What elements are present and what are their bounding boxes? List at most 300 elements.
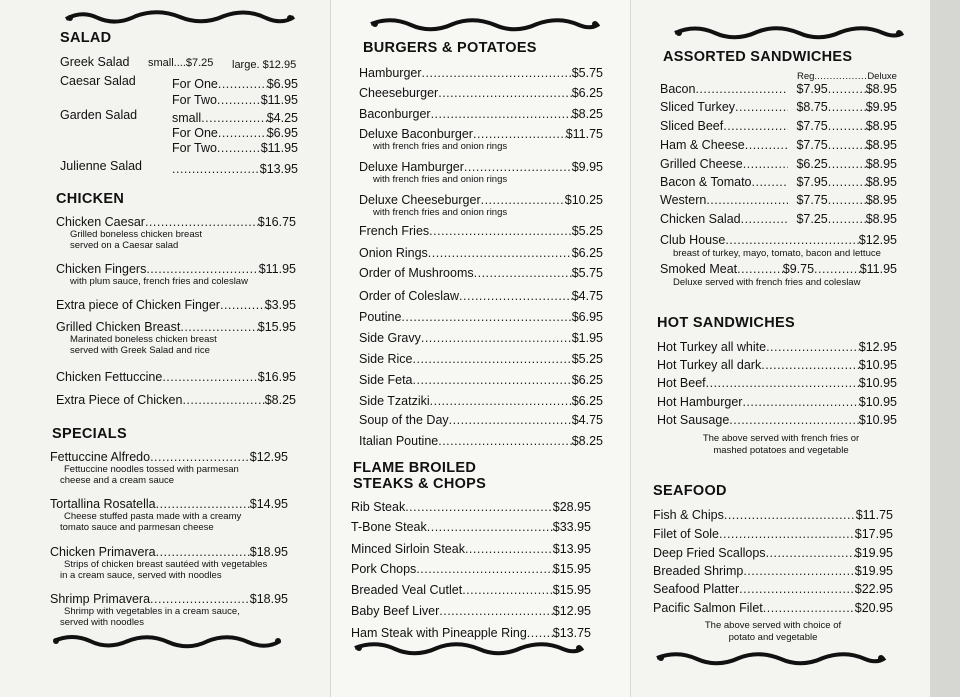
burger-item-9-row	[359, 289, 603, 303]
sandwich-item-3-reg: $7.75	[796, 138, 828, 152]
garden-two-price: $11.95	[260, 141, 298, 155]
special-item-3-row	[50, 592, 288, 606]
burger-item-8-price: $5.75	[571, 266, 603, 280]
smoked-meat-name: Smoked Meat	[660, 262, 738, 276]
steak-item-2-leader	[465, 542, 553, 556]
section-title-chicken: CHICKEN	[56, 191, 125, 207]
hot-item-4-price: $10.95	[858, 413, 897, 427]
sandwich-item-4-leader1	[743, 157, 788, 171]
menu-panel-middle	[330, 0, 630, 697]
hot-item-1-name: Hot Turkey all dark	[657, 358, 762, 372]
steak-item-4-price: $15.95	[552, 583, 591, 597]
burger-item-9-leader	[459, 289, 572, 303]
seafood-item-2-leader	[766, 546, 855, 560]
garden-salad-name: Garden Salad	[60, 108, 138, 122]
seafood-item-2-row	[653, 546, 893, 560]
steak-item-2-name: Minced Sirloin Steak	[351, 542, 465, 556]
hot-item-1-row	[657, 358, 897, 372]
hot-item-4-leader	[729, 413, 858, 427]
hot-item-3-row	[657, 395, 897, 409]
burger-item-9-name: Order of Coleslaw	[359, 289, 460, 303]
sandwich-item-6-deluxe: $8.95	[865, 193, 897, 207]
sandwich-item-3-leader1	[745, 138, 788, 152]
special-item-1-price: $14.95	[249, 497, 288, 511]
burger-item-12-leader	[413, 352, 572, 366]
steak-item-5-row	[351, 604, 591, 618]
special-item-3-desc-0: Shrimp with vegetables in a cream sauce,	[64, 606, 240, 617]
chicken-item-1-name: Chicken Fingers	[56, 262, 147, 276]
seafood-item-4-name: Seafood Platter	[653, 582, 740, 596]
burger-item-3-price: $11.75	[565, 127, 603, 141]
hot-item-4-name: Hot Sausage	[657, 413, 730, 427]
sandwich-item-4-reg: $6.25	[796, 157, 828, 171]
special-item-0-desc-1: cheese and a cream sauce	[60, 475, 175, 486]
garden-one-row	[172, 126, 298, 140]
burger-item-6-row	[359, 224, 603, 238]
burger-item-2-name: Baconburger	[359, 107, 431, 121]
burger-item-16-name: Italian Poutine	[359, 434, 439, 448]
burger-item-16-row	[359, 434, 603, 448]
sandwich-item-2-leader1	[723, 119, 787, 133]
chicken-item-4-name: Chicken Fettuccine	[56, 370, 163, 384]
steak-item-0-row	[351, 500, 591, 514]
burger-item-12-price: $5.25	[571, 352, 603, 366]
sandwich-item-0-name: Bacon	[660, 82, 696, 96]
flourish-top-right	[671, 22, 907, 44]
steak-item-0-leader	[405, 500, 553, 514]
burger-item-13-price: $6.25	[571, 373, 603, 387]
garden-small-price: $4.25	[266, 111, 298, 125]
seafood-item-2-name: Deep Fried Scallops	[653, 546, 766, 560]
special-item-2-row	[50, 545, 288, 559]
sandwich-item-4-deluxe: $8.95	[865, 157, 897, 171]
section-title-steaks-line2: STEAKS & CHOPS	[353, 476, 487, 492]
seafood-item-4-row	[653, 582, 893, 596]
flourish-top-left	[62, 6, 298, 28]
julienne-price: $13.95	[259, 162, 298, 176]
steak-item-6-name: Ham Steak with Pineapple Ring	[351, 626, 527, 640]
chicken-item-4-row	[56, 370, 296, 384]
club-house-price: $12.95	[858, 233, 897, 247]
burger-item-1-row	[359, 86, 603, 100]
chicken-item-0-row	[56, 215, 296, 229]
sandwich-item-7-leader1	[741, 212, 788, 226]
burger-item-14-name: Side Tzatziki	[359, 394, 430, 408]
sandwich-item-1-reg: $8.75	[796, 100, 828, 114]
seafood-note-line1: The above served with choice of	[704, 620, 842, 631]
flourish-bottom-left	[50, 631, 284, 653]
burger-item-1-price: $6.25	[571, 86, 603, 100]
club-house-row	[660, 233, 897, 247]
seafood-item-3-leader	[743, 564, 854, 578]
smoked-meat-reg: $9.75	[782, 262, 815, 276]
sandwich-item-3-name: Ham & Cheese	[660, 138, 745, 152]
hot-item-0-leader	[766, 340, 859, 354]
burger-item-13-row	[359, 373, 603, 387]
burger-item-4-price: $9.95	[571, 160, 603, 174]
greek-salad-large	[232, 57, 296, 71]
sandwich-item-0-deluxe: $8.95	[865, 82, 897, 96]
burger-item-10-row	[359, 310, 603, 324]
steak-item-4-leader	[462, 583, 553, 597]
burger-item-13-name: Side Feta	[359, 373, 413, 387]
burger-item-13-leader	[413, 373, 572, 387]
section-title-burgers: BURGERS & POTATOES	[363, 40, 537, 56]
burger-item-5-desc: with french fries and onion rings	[373, 207, 508, 218]
sandwich-item-7-name: Chicken Salad	[660, 212, 741, 226]
steak-item-3-leader	[416, 562, 552, 576]
reg-header-text: Reg.	[797, 71, 818, 82]
hot-item-2-name: Hot Beef	[657, 376, 706, 390]
special-item-1-desc-1: tomato sauce and parmesan cheese	[60, 522, 214, 533]
burger-item-7-price: $6.25	[571, 246, 603, 260]
sandwich-item-1-leader1	[735, 100, 788, 114]
hot-item-0-name: Hot Turkey all white	[657, 340, 767, 354]
burger-item-0-price: $5.75	[571, 66, 603, 80]
special-item-1-row	[50, 497, 288, 511]
steak-item-1-name: T-Bone Steak	[351, 520, 427, 534]
special-item-3-desc-1: served with noodles	[60, 617, 144, 628]
sandwich-item-6-row	[660, 193, 897, 207]
hot-item-3-name: Hot Hamburger	[657, 395, 743, 409]
burger-item-3-leader	[473, 127, 566, 141]
steak-item-4-row	[351, 583, 591, 597]
seafood-item-1-row	[653, 527, 893, 541]
sandwich-item-2-deluxe: $8.95	[865, 119, 897, 133]
section-title-specials: SPECIALS	[52, 426, 127, 442]
sandwich-item-6-reg: $7.75	[796, 193, 828, 207]
burger-item-5-price: $10.25	[564, 193, 603, 207]
steak-item-3-name: Pork Chops	[351, 562, 417, 576]
burger-item-9-price: $4.75	[571, 289, 603, 303]
burger-item-6-leader	[429, 224, 572, 238]
sandwich-item-0-reg: $7.95	[796, 82, 828, 96]
sandwich-item-4-name: Grilled Cheese	[660, 157, 743, 171]
sandwich-item-6-name: Western	[660, 193, 707, 207]
sandwich-item-3-row	[660, 138, 897, 152]
greek-salad-large-text: large. $12.95	[232, 59, 297, 71]
smoked-meat-deluxe: $11.95	[859, 262, 897, 276]
special-item-1-leader	[156, 497, 250, 511]
section-title-seafood: SEAFOOD	[653, 483, 727, 499]
burger-item-8-leader	[474, 266, 572, 280]
hot-item-3-leader	[742, 395, 858, 409]
steak-item-6-price: $13.75	[552, 626, 591, 640]
garden-two-row	[172, 141, 298, 155]
chicken-item-2-leader	[220, 298, 265, 312]
sandwich-item-7-deluxe: $8.95	[865, 212, 897, 226]
steak-item-5-price: $12.95	[552, 604, 591, 618]
club-house-name: Club House	[660, 233, 726, 247]
greek-salad-name: Greek Salad	[60, 55, 130, 69]
seafood-item-5-price: $20.95	[854, 601, 893, 615]
burger-item-11-row	[359, 331, 603, 345]
special-item-1-name: Tortallina Rosatella	[50, 497, 156, 511]
burger-item-3-name: Deluxe Baconburger	[359, 127, 473, 141]
flourish-bottom-right	[653, 648, 889, 670]
chicken-item-1-row	[56, 262, 296, 276]
burger-item-8-row	[359, 266, 603, 280]
chicken-item-0-desc-0: Grilled boneless chicken breast	[70, 229, 203, 240]
deluxe-header-text: Deluxe	[867, 71, 897, 82]
burger-item-5-name: Deluxe Cheeseburger	[359, 193, 481, 207]
special-item-0-desc-0: Fettuccine noodles tossed with parmesan	[64, 464, 239, 475]
hot-item-2-row	[657, 376, 897, 390]
sandwich-item-5-leader2	[828, 175, 866, 189]
page-edge	[930, 0, 960, 697]
club-house-desc: breast of turkey, mayo, tomato, bacon and lettuce	[673, 248, 881, 259]
chicken-item-3-desc-0: Marinated boneless chicken breast	[70, 334, 217, 345]
special-item-2-desc-1: in a cream sauce, served with noodles	[60, 570, 222, 581]
chicken-item-5-leader	[182, 393, 264, 407]
sandwich-item-3-deluxe: $8.95	[865, 138, 897, 152]
burger-item-16-price: $8.25	[571, 434, 603, 448]
special-item-2-leader	[156, 545, 250, 559]
sandwich-item-1-leader2	[828, 100, 866, 114]
seafood-item-0-price: $11.75	[855, 508, 893, 522]
burger-item-7-name: Onion Rings	[359, 246, 428, 260]
hot-item-0-row	[657, 340, 897, 354]
burger-item-4-name: Deluxe Hamburger	[359, 160, 464, 174]
chicken-item-5-row	[56, 393, 296, 407]
hot-item-4-row	[657, 413, 897, 427]
caesar-for-two-row	[172, 93, 298, 107]
seafood-item-1-price: $17.95	[854, 527, 893, 541]
burger-item-3-desc: with french fries and onion rings	[373, 141, 508, 152]
chicken-item-5-name: Extra Piece of Chicken	[56, 393, 183, 407]
sandwich-item-2-leader2	[828, 119, 866, 133]
chicken-item-4-leader	[162, 370, 257, 384]
sandwich-item-5-reg: $7.95	[796, 175, 828, 189]
special-item-2-desc-0: Strips of chicken breast sautéed with vegetables	[64, 559, 268, 570]
chicken-item-5-price: $8.25	[264, 393, 296, 407]
burger-item-0-row	[359, 66, 603, 80]
chicken-item-4-price: $16.95	[257, 370, 296, 384]
burger-item-4-leader	[464, 160, 572, 174]
chicken-item-1-leader	[146, 262, 258, 276]
sandwiches-reg-header: Reg.................Deluxe	[797, 71, 897, 82]
chicken-item-2-price: $3.95	[264, 298, 296, 312]
sandwich-item-2-reg: $7.75	[796, 119, 828, 133]
chicken-item-0-price: $16.75	[257, 215, 296, 229]
sandwich-item-7-leader2	[828, 212, 866, 226]
special-item-3-price: $18.95	[249, 592, 288, 606]
chicken-item-0-leader	[145, 215, 258, 229]
menu-panel-left	[0, 0, 330, 697]
burger-item-10-price: $6.95	[571, 310, 603, 324]
seafood-note-line2: potato and vegetable	[728, 632, 818, 643]
seafood-item-1-name: Filet of Sole	[653, 527, 720, 541]
garden-two-label: For Two	[172, 141, 217, 155]
burger-item-8-name: Order of Mushrooms	[359, 266, 474, 280]
sandwich-item-7-row	[660, 212, 897, 226]
burger-item-12-row	[359, 352, 603, 366]
seafood-item-1-leader	[719, 527, 855, 541]
garden-small-label: small	[172, 111, 202, 125]
seafood-item-3-row	[653, 564, 893, 578]
steak-item-4-name: Breaded Veal Cutlet	[351, 583, 463, 597]
seafood-item-2-price: $19.95	[854, 546, 893, 560]
burger-item-7-leader	[428, 246, 572, 260]
burger-item-15-leader	[449, 413, 572, 427]
smoked-meat-row	[660, 262, 897, 276]
menu-panel-right	[630, 0, 930, 697]
section-title-hot-sandwiches: HOT SANDWICHES	[657, 315, 795, 331]
burger-item-11-leader	[421, 331, 572, 345]
chicken-item-3-row	[56, 320, 296, 334]
steak-item-5-leader	[439, 604, 553, 618]
sandwich-item-5-row	[660, 175, 897, 189]
garden-one-price: $6.95	[266, 126, 298, 140]
hot-note-line1: The above served with french fries or	[702, 433, 860, 444]
burger-item-3-row	[359, 127, 603, 141]
burger-item-11-name: Side Gravy	[359, 331, 421, 345]
sandwich-item-1-row	[660, 100, 897, 114]
sandwich-item-0-leader1	[695, 82, 787, 96]
chicken-item-2-name: Extra piece of Chicken Finger	[56, 298, 220, 312]
seafood-item-5-row	[653, 601, 893, 615]
burger-item-2-row	[359, 107, 603, 121]
chicken-item-2-row	[56, 298, 296, 312]
special-item-1-desc-0: Cheese stuffed pasta made with a creamy	[64, 511, 242, 522]
special-item-0-name: Fettuccine Alfredo	[50, 450, 151, 464]
sandwich-item-5-name: Bacon & Tomato	[660, 175, 752, 189]
julienne-row	[172, 162, 298, 176]
greek-salad-small: small....$7.25	[148, 57, 214, 69]
special-item-3-name: Shrimp Primavera	[50, 592, 151, 606]
caesar-one-price: $6.95	[266, 77, 298, 91]
seafood-item-4-leader	[739, 582, 855, 596]
sandwich-item-4-leader2	[828, 157, 866, 171]
burger-item-4-row	[359, 160, 603, 174]
special-item-0-price: $12.95	[249, 450, 288, 464]
hot-item-3-price: $10.95	[858, 395, 897, 409]
burger-item-11-price: $1.95	[571, 331, 603, 345]
caesar-two-price: $11.95	[260, 93, 298, 107]
burger-item-15-row	[359, 413, 603, 427]
seafood-item-5-leader	[763, 601, 855, 615]
sandwich-item-5-leader1	[752, 175, 788, 189]
steak-item-0-name: Rib Steak	[351, 500, 406, 514]
steak-item-5-name: Baby Beef Liver	[351, 604, 440, 618]
burger-item-14-price: $6.25	[571, 394, 603, 408]
seafood-item-4-price: $22.95	[854, 582, 893, 596]
burger-item-0-leader	[422, 66, 572, 80]
burger-item-10-leader	[401, 310, 571, 324]
burger-item-6-price: $5.25	[571, 224, 603, 238]
garden-small-row	[172, 111, 298, 125]
steak-item-1-row	[351, 520, 591, 534]
burger-item-1-name: Cheeseburger	[359, 86, 439, 100]
smoked-meat-desc: Deluxe served with french fries and coleslaw	[673, 277, 861, 288]
burger-item-12-name: Side Rice	[359, 352, 413, 366]
steak-item-3-row	[351, 562, 591, 576]
burger-item-16-leader	[438, 434, 571, 448]
sandwich-item-1-deluxe: $9.95	[865, 100, 897, 114]
julienne-salad-name: Julienne Salad	[60, 159, 143, 173]
seafood-item-3-price: $19.95	[854, 564, 893, 578]
sandwich-item-7-reg: $7.25	[796, 212, 828, 226]
burger-item-14-leader	[430, 394, 572, 408]
flourish-top-middle	[367, 14, 603, 36]
special-item-2-name: Chicken Primavera	[50, 545, 156, 559]
hot-item-2-leader	[706, 376, 859, 390]
steak-item-0-price: $28.95	[552, 500, 591, 514]
steak-item-2-row	[351, 542, 591, 556]
burger-item-2-price: $8.25	[571, 107, 603, 121]
garden-one-label: For One	[172, 126, 218, 140]
burger-item-15-price: $4.75	[571, 413, 603, 427]
caesar-for-one-row	[172, 77, 298, 91]
special-item-0-leader	[150, 450, 250, 464]
seafood-item-3-name: Breaded Shrimp	[653, 564, 744, 578]
flourish-bottom-middle	[351, 638, 587, 660]
caesar-two-label: For Two	[172, 93, 217, 107]
sandwich-item-3-leader2	[828, 138, 866, 152]
section-title-steaks-line1: FLAME BROILED	[353, 460, 477, 476]
burger-item-15-name: Soup of the Day	[359, 413, 449, 427]
chicken-item-3-leader	[180, 320, 257, 334]
sandwich-item-5-deluxe: $8.95	[865, 175, 897, 189]
chicken-item-0-desc-1: served on a Caesar salad	[70, 240, 179, 251]
burger-item-2-leader	[431, 107, 572, 121]
chicken-item-0-name: Chicken Caesar	[56, 215, 145, 229]
sandwich-item-1-name: Sliced Turkey	[660, 100, 736, 114]
burger-item-10-name: Poutine	[359, 310, 402, 324]
hot-item-2-price: $10.95	[858, 376, 897, 390]
sandwich-item-4-row	[660, 157, 897, 171]
hot-item-1-price: $10.95	[858, 358, 897, 372]
special-item-2-price: $18.95	[249, 545, 288, 559]
burger-item-5-row	[359, 193, 603, 207]
burger-item-5-leader	[481, 193, 565, 207]
hot-item-0-price: $12.95	[858, 340, 897, 354]
special-item-3-leader	[150, 592, 250, 606]
burger-item-0-name: Hamburger	[359, 66, 422, 80]
burger-item-4-desc: with french fries and onion rings	[373, 174, 508, 185]
steak-item-3-price: $15.95	[552, 562, 591, 576]
sandwich-item-0-leader2	[828, 82, 866, 96]
seafood-item-0-row	[653, 508, 893, 522]
section-title-sandwiches: ASSORTED SANDWICHES	[663, 49, 853, 65]
chicken-item-3-desc-1: served with Greek Salad and rice	[70, 345, 210, 356]
sandwich-item-2-name: Sliced Beef	[660, 119, 724, 133]
steak-item-1-price: $33.95	[552, 520, 591, 534]
sandwich-item-2-row	[660, 119, 897, 133]
special-item-0-row	[50, 450, 288, 464]
chicken-item-1-desc-0: with plum sauce, french fries and coleslaw	[70, 276, 248, 287]
section-title-salad: SALAD	[60, 30, 112, 46]
seafood-item-5-name: Pacific Salmon Filet	[653, 601, 763, 615]
chicken-item-1-price: $11.95	[258, 262, 296, 276]
steak-item-1-leader	[427, 520, 553, 534]
burger-item-6-name: French Fries	[359, 224, 430, 238]
sandwich-item-6-leader2	[828, 193, 866, 207]
seafood-item-0-name: Fish & Chips	[653, 508, 724, 522]
caesar-one-label: For One	[172, 77, 218, 91]
sandwich-item-0-row	[660, 82, 897, 96]
hot-note-line2: mashed potatoes and vegetable	[713, 445, 849, 456]
burger-item-7-row	[359, 246, 603, 260]
burger-item-14-row	[359, 394, 603, 408]
chicken-item-3-price: $15.95	[257, 320, 296, 334]
burger-item-1-leader	[438, 86, 572, 100]
steak-item-2-price: $13.95	[552, 542, 591, 556]
hot-item-1-leader	[761, 358, 859, 372]
sandwich-item-6-leader1	[706, 193, 787, 207]
caesar-salad-name: Caesar Salad	[60, 74, 136, 88]
chicken-item-3-name: Grilled Chicken Breast	[56, 320, 181, 334]
